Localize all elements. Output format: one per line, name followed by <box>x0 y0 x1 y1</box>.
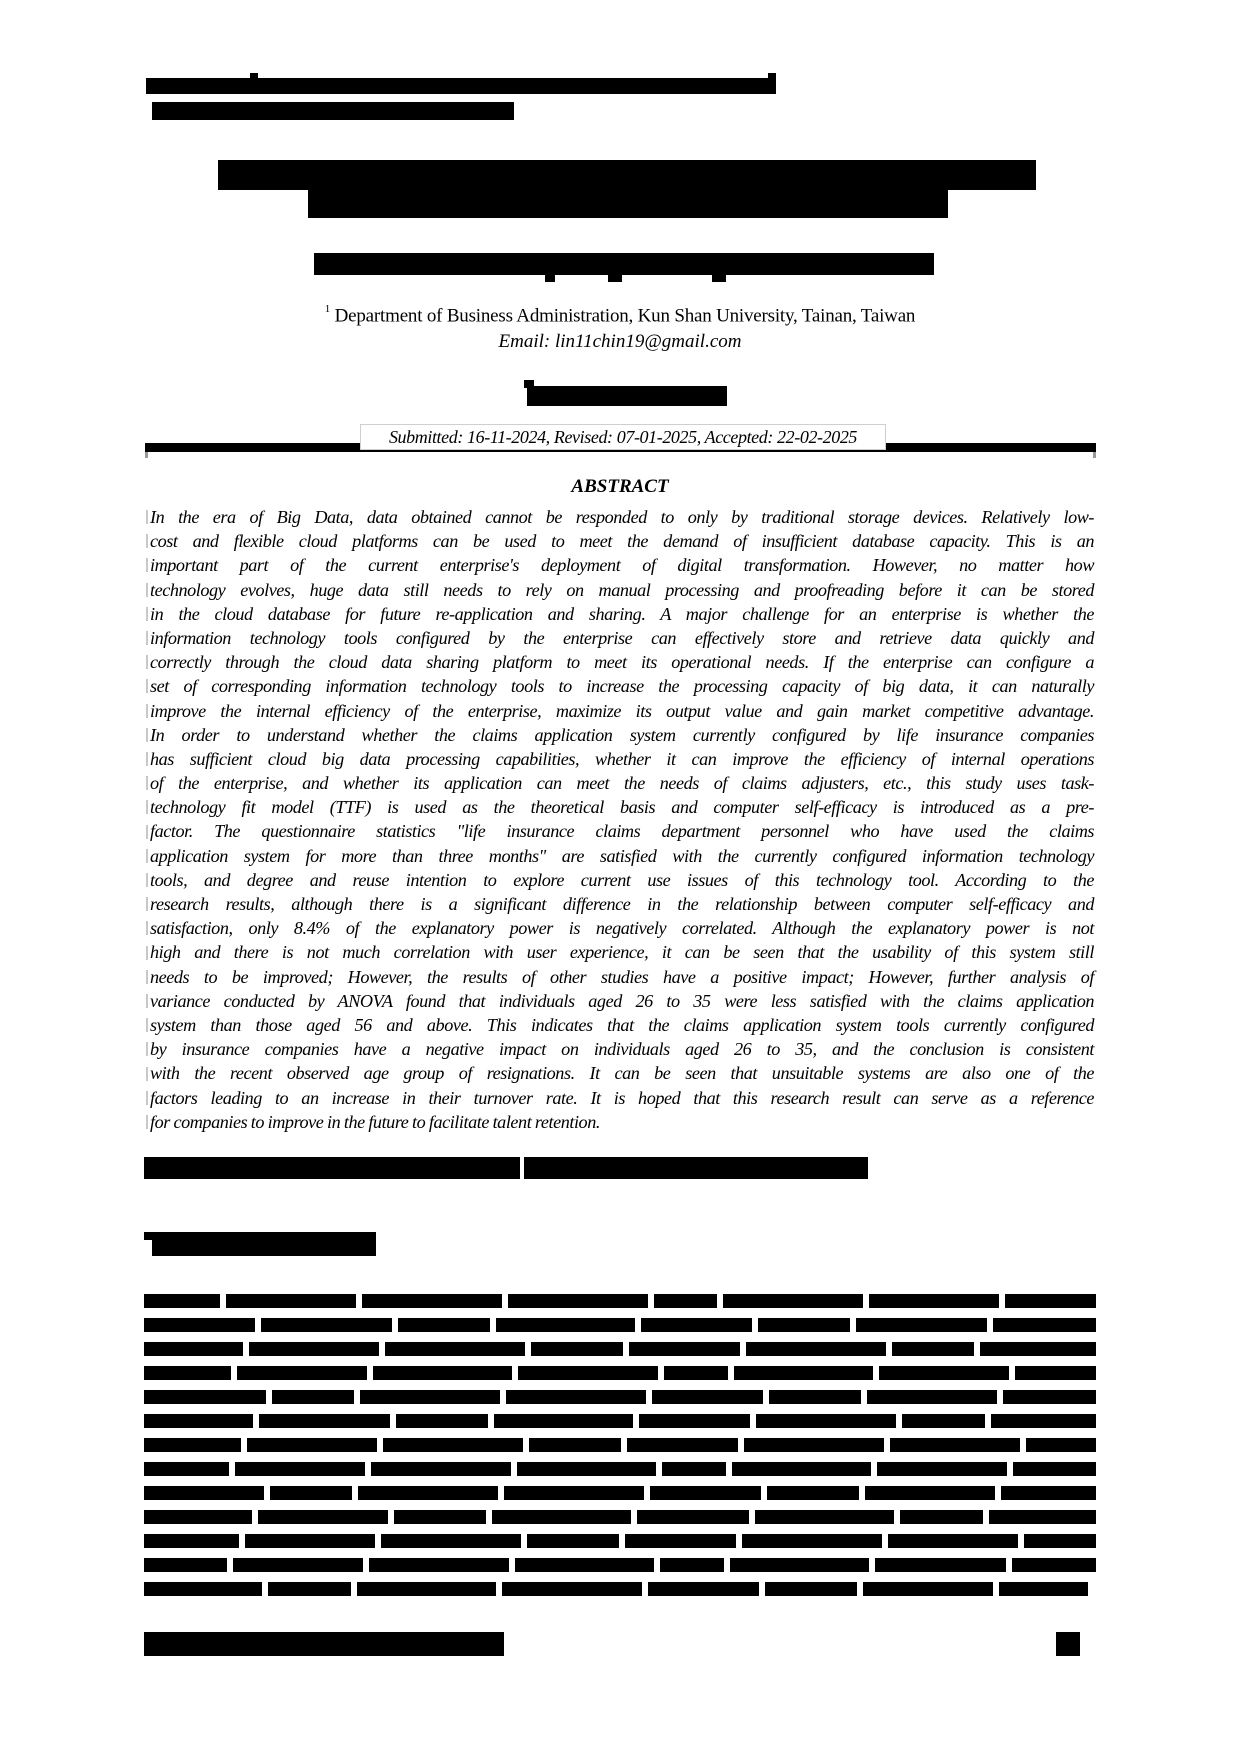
abstract-line: application system for more than three months" are satisfied with the currently configured information technology <box>150 845 1094 866</box>
word-gap <box>262 1582 268 1596</box>
abstract-line: needs to be improved; However, the results of other studies have a positive impact; However, further analysis of <box>150 966 1094 987</box>
abstract-line: improve the internal efficiency of the enterprise, maximize its output value and gain market competitive advantage. <box>150 700 1094 721</box>
word-gap <box>633 1414 639 1428</box>
word-gap <box>375 1534 381 1548</box>
margin-mark <box>146 921 148 935</box>
word-gap <box>1006 1558 1012 1572</box>
intro-line-redacted <box>144 1342 1096 1356</box>
corresponding-author-redacted-cap <box>524 380 534 388</box>
word-gap <box>896 1414 902 1428</box>
abstract-line: In the era of Big Data, data obtained cannot be responded to only by traditional storage devices. Relatively low- <box>150 507 1094 527</box>
word-gap <box>646 1390 652 1404</box>
affiliation <box>0 305 1240 327</box>
word-gap <box>863 1294 869 1308</box>
word-gap <box>619 1534 625 1548</box>
word-gap <box>993 1582 999 1596</box>
rule-tick-right <box>1093 452 1096 458</box>
paper-title-line-2-redacted <box>308 188 948 218</box>
abstract-body <box>150 505 1094 1134</box>
word-gap <box>512 1366 518 1380</box>
word-gap <box>252 1510 258 1524</box>
intro-line-redacted <box>144 1438 1096 1452</box>
word-gap <box>521 1534 527 1548</box>
word-gap <box>648 1294 654 1308</box>
word-gap <box>987 1318 993 1332</box>
word-gap <box>266 1390 272 1404</box>
journal-header-line-2-redacted <box>152 102 514 120</box>
word-gap <box>623 1342 629 1356</box>
submission-dates: Submitted: 16-11-2024, Revised: 07-01-2025, Accepted: 22-02-2025 <box>360 424 886 450</box>
word-gap <box>631 1510 637 1524</box>
abstract-line: satisfaction, only 8.4% of the explanatory power is negatively correlated. Although the explanatory power is not <box>150 918 1094 939</box>
footer-journal-redacted <box>144 1640 504 1656</box>
margin-mark <box>146 655 148 669</box>
journal-header-line-1-redacted <box>146 78 776 94</box>
intro-line-redacted <box>144 1414 1096 1428</box>
word-gap <box>377 1438 383 1452</box>
word-gap <box>850 1318 856 1332</box>
word-gap <box>656 1462 662 1476</box>
word-gap <box>658 1366 664 1380</box>
intro-line-redacted <box>144 1462 1096 1476</box>
margin-mark <box>146 873 148 887</box>
margin-mark <box>146 1115 148 1129</box>
abstract-line: In order to understand whether the claims application system currently configured by life insurance companies <box>150 724 1094 745</box>
word-gap <box>229 1462 235 1476</box>
abstract-line: research results, although there is a significant difference in the relationship between computer self-efficacy and <box>150 894 1094 914</box>
intro-line-redacted <box>144 1390 1096 1404</box>
word-gap <box>365 1462 371 1476</box>
word-gap <box>363 1558 369 1572</box>
word-gap <box>1009 1366 1015 1380</box>
abstract-line: cost and flexible cloud platforms can be used to meet the demand of insufficient database capacity. This is an <box>150 531 1094 552</box>
margin-mark <box>146 970 148 984</box>
journal-header-line-1-ascenders <box>250 73 258 79</box>
word-gap <box>724 1558 730 1572</box>
word-gap <box>255 1318 261 1332</box>
word-gap <box>509 1558 515 1572</box>
word-gap <box>763 1390 769 1404</box>
footer-journal-redacted-top <box>144 1632 504 1640</box>
intro-line-redacted <box>144 1294 1096 1308</box>
rule-tick-left <box>145 452 148 458</box>
abstract-line: important part of the current enterprise's deployment of digital transformation. However, no matter how <box>150 555 1094 576</box>
margin-mark <box>146 825 148 839</box>
word-gap <box>486 1510 492 1524</box>
word-gap <box>241 1438 247 1452</box>
abstract-line: factors leading to an increase in their turnover rate. It is hoped that this research result can serve as a reference <box>150 1087 1094 1108</box>
word-gap <box>873 1366 879 1380</box>
abstract-line: system than those aged 56 and above. This indicates that the claims application system tools currently configured <box>150 1014 1094 1035</box>
intro-line-redacted <box>144 1486 1096 1500</box>
word-gap <box>642 1582 648 1596</box>
margin-mark <box>146 800 148 814</box>
word-gap <box>525 1342 531 1356</box>
abstract-line: for companies to improve in the future to facilitate talent retention. <box>150 1111 600 1132</box>
margin-mark <box>146 752 148 766</box>
margin-mark <box>146 1018 148 1032</box>
margin-mark <box>146 583 148 597</box>
intro-line-redacted <box>144 1510 1096 1524</box>
corresponding-author-redacted <box>527 386 727 406</box>
word-gap <box>886 1342 892 1356</box>
abstract-line: in the cloud database for future re-application and sharing. A major challenge for an enterprise is whether the <box>150 603 1094 624</box>
word-gap <box>740 1342 746 1356</box>
margin-mark <box>146 897 148 911</box>
margin-mark <box>146 946 148 960</box>
word-gap <box>356 1294 362 1308</box>
word-gap <box>999 1294 1005 1308</box>
margin-mark <box>146 631 148 645</box>
word-gap <box>390 1414 396 1428</box>
word-gap <box>997 1390 1003 1404</box>
word-gap <box>498 1486 504 1500</box>
paper-title-line-1-redacted <box>218 160 1036 190</box>
word-gap <box>388 1510 394 1524</box>
abstract-line: by insurance companies have a negative impact on individuals aged 26 to 35, and the conclusion is consistent <box>150 1039 1094 1060</box>
margin-mark <box>146 534 148 548</box>
word-gap <box>1018 1534 1024 1548</box>
keywords-redacted-part-1 <box>144 1157 520 1179</box>
authors-descenders <box>608 274 622 282</box>
word-gap <box>728 1366 734 1380</box>
word-gap <box>759 1582 765 1596</box>
margin-mark <box>146 728 148 742</box>
abstract-line: information technology tools configured by the enterprise can effectively store and retrieve data quickly and <box>150 627 1094 648</box>
abstract-line: factor. The questionnaire statistics "life insurance claims department personnel who have used the claims <box>150 821 1094 842</box>
word-gap <box>974 1342 980 1356</box>
abstract-line: with the recent observed age group of resignations. It can be seen that unsuitable systems are also one of the <box>150 1063 1094 1084</box>
word-gap <box>227 1558 233 1572</box>
affiliation-superscript: 1 <box>324 303 331 315</box>
abstract-line: high and there is not much correlation with user experience, it can be seen that the usability of this system still <box>150 942 1094 963</box>
word-gap <box>502 1294 508 1308</box>
intro-line-redacted <box>144 1582 1088 1596</box>
margin-mark <box>146 704 148 718</box>
word-gap <box>490 1318 496 1332</box>
word-gap <box>736 1534 742 1548</box>
abstract-line: technology evolves, huge data still needs to rely on manual processing and proofreading before it can be stored <box>150 579 1094 600</box>
word-gap <box>985 1414 991 1428</box>
word-gap <box>882 1534 888 1548</box>
margin-mark <box>146 994 148 1008</box>
word-gap <box>861 1390 867 1404</box>
word-gap <box>749 1510 755 1524</box>
word-gap <box>500 1390 506 1404</box>
word-gap <box>511 1462 517 1476</box>
word-gap <box>857 1582 863 1596</box>
word-gap <box>726 1462 732 1476</box>
word-gap <box>488 1414 494 1428</box>
margin-mark <box>146 776 148 790</box>
word-gap <box>871 1462 877 1476</box>
abstract-line: has sufficient cloud big data processing capabilities, whether it can improve the efficiency of internal operations <box>150 748 1094 769</box>
word-gap <box>523 1438 529 1452</box>
intro-line-redacted <box>144 1366 1096 1380</box>
abstract-line: variance conducted by ANOVA found that individuals aged 26 to 35 were less satisfied with the claims application <box>150 990 1094 1011</box>
abstract-line: correctly through the cloud data sharing platform to meet its operational needs. If the enterprise can configure a <box>150 652 1094 673</box>
affiliation-text: Department of Business Administration, Kun Shan University, Tainan, Taiwan <box>334 305 916 327</box>
abstract-line: set of corresponding information technology tools to increase the processing capacity of big data, it can naturally <box>150 676 1094 697</box>
margin-mark <box>146 679 148 693</box>
margin-mark <box>146 1067 148 1081</box>
word-gap <box>983 1510 989 1524</box>
word-gap <box>750 1414 756 1428</box>
abstract-line: technology fit model (TTF) is used as the theoretical basis and computer self-efficacy is introduced as a pre- <box>150 797 1094 818</box>
word-gap <box>264 1486 270 1500</box>
word-gap <box>392 1318 398 1332</box>
word-gap <box>220 1294 226 1308</box>
intro-line-redacted <box>144 1558 1096 1572</box>
margin-mark <box>146 607 148 621</box>
section-heading-number-redacted <box>144 1232 152 1240</box>
word-gap <box>995 1486 1001 1500</box>
margin-mark <box>146 1042 148 1056</box>
word-gap <box>367 1366 373 1380</box>
word-gap <box>884 1438 890 1452</box>
margin-mark <box>146 849 148 863</box>
margin-mark <box>146 1091 148 1105</box>
intro-line-redacted <box>144 1318 1096 1332</box>
margin-mark <box>146 510 148 524</box>
authors-descenders <box>545 274 555 282</box>
word-gap <box>379 1342 385 1356</box>
keywords-redacted-part-2 <box>524 1157 868 1179</box>
word-gap <box>351 1582 357 1596</box>
word-gap <box>1007 1462 1013 1476</box>
word-gap <box>253 1414 259 1428</box>
margin-mark <box>146 558 148 572</box>
author-email[interactable]: Email: lin11chin19@gmail.com <box>498 331 742 352</box>
word-gap <box>761 1486 767 1500</box>
authors-redacted <box>314 253 934 275</box>
section-heading-redacted <box>152 1232 376 1256</box>
abstract-line: tools, and degree and reuse intention to explore current use issues of this technology tool. According to the <box>150 869 1094 890</box>
word-gap <box>1020 1438 1026 1452</box>
word-gap <box>894 1510 900 1524</box>
word-gap <box>621 1438 627 1452</box>
journal-header-line-1-ascenders <box>768 73 776 79</box>
word-gap <box>738 1438 744 1452</box>
word-gap <box>752 1318 758 1332</box>
word-gap <box>243 1342 249 1356</box>
authors-descenders <box>712 274 726 282</box>
word-gap <box>859 1486 865 1500</box>
word-gap <box>635 1318 641 1332</box>
abstract-line: of the enterprise, and whether its application can meet the needs of claims adjusters, etc., this study uses task- <box>150 773 1094 794</box>
word-gap <box>352 1486 358 1500</box>
page-number-redacted <box>1056 1632 1080 1656</box>
word-gap <box>717 1294 723 1308</box>
word-gap <box>231 1366 237 1380</box>
word-gap <box>869 1558 875 1572</box>
word-gap <box>644 1486 650 1500</box>
word-gap <box>496 1582 502 1596</box>
word-gap <box>354 1390 360 1404</box>
abstract-heading: ABSTRACT <box>571 476 669 497</box>
word-gap <box>654 1558 660 1572</box>
word-gap <box>239 1534 245 1548</box>
